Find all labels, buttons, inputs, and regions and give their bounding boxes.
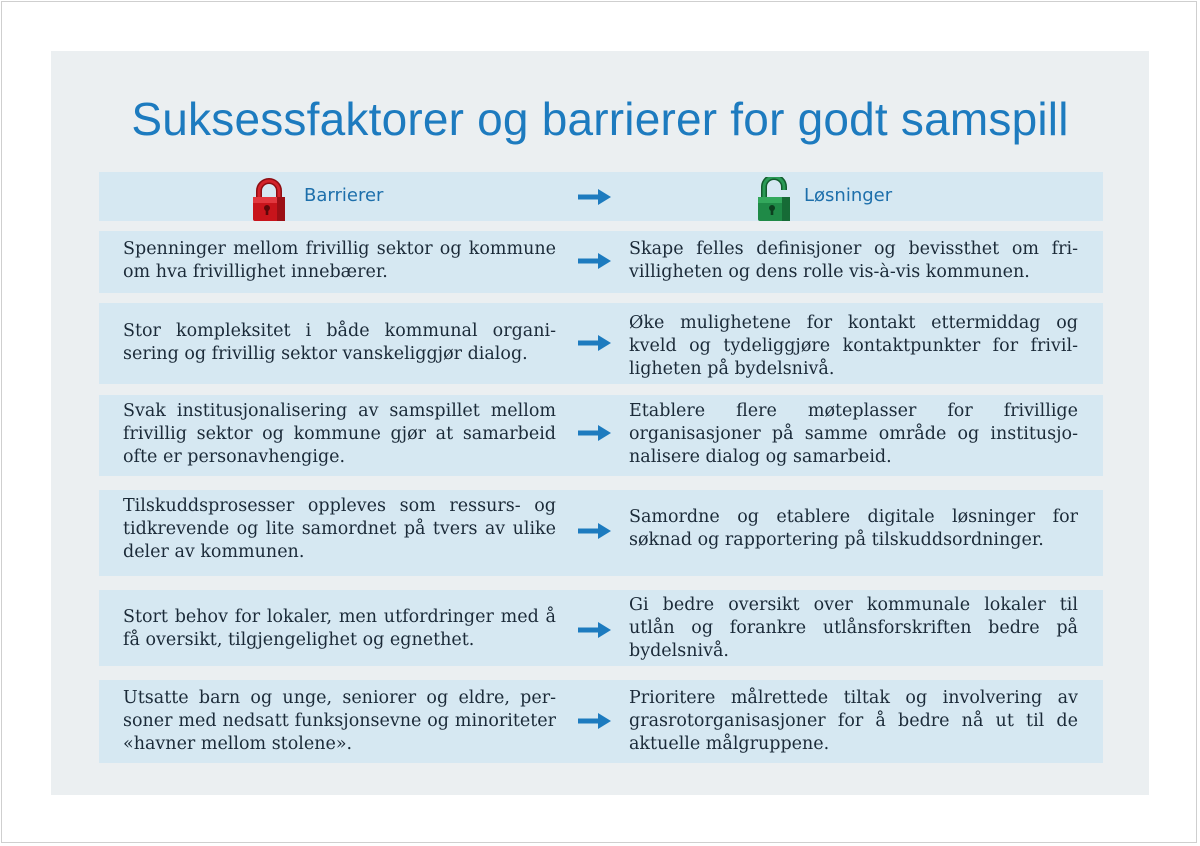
solution-text: Gi bedre oversikt over kommunale lokaler til utlån og forankre utlånsforskriften bedre på bydelsnivå. [629, 595, 1078, 661]
header-row [99, 172, 1103, 221]
solution-text: Prioritere målrettede tiltak og involvering av grasrotorganisasjoner for å bedre nå ut til de aktuelle målgruppene. [629, 688, 1078, 754]
barrier-column-label: Barrierer [304, 185, 384, 206]
unlocked-padlock-icon [755, 177, 793, 227]
arrow-right-icon [578, 252, 612, 270]
solution-column-label: Løsninger [804, 185, 893, 206]
barrier-text: Stort behov for lokaler, men utfordringer med å få oversikt, tilgjengelighet og egnethet. [123, 607, 556, 650]
arrow-right-icon [578, 334, 612, 352]
barrier-text: Utsatte barn og unge, seniorer og eldre, personer med nedsatt funksjonsevne og minoriteter «havner mellom stolene». [123, 688, 556, 754]
solution-text: Etablere flere møteplasser for frivillige organisasjoner på samme område og institusjonalisere dialog og samarbeid. [629, 401, 1078, 467]
arrow-right-icon [578, 712, 612, 730]
solution-text: Samordne og etablere digitale løsninger for søknad og rapportering på tilskuddsordninger. [629, 507, 1078, 550]
barrier-text: Spenninger mellom frivillig sektor og kommune om hva frivillighet innebærer. [123, 239, 556, 282]
barrier-text: Stor kompleksitet i både kommunal organisering og frivillig sektor vanskeliggjør dialog. [123, 321, 556, 364]
locked-padlock-icon [250, 177, 288, 227]
arrow-right-icon [578, 522, 612, 540]
barrier-text: Svak institusjonalisering av samspillet mellom frivillig sektor og kommune gjør at samarbeid ofte er personavhengige. [123, 401, 556, 467]
barrier-text: Tilskuddsprosesser oppleves som ressurs- og tidkrevende og lite samordnet på tvers av ulike deler av kommunen. [123, 496, 556, 562]
solution-text: Skape felles definisjoner og bevissthet om frivilligheten og dens rolle vis-à-vis kommunen. [629, 239, 1078, 282]
page-title: Suksessfaktorer og barrierer for godt samspill [131, 93, 1069, 145]
arrow-right-icon [578, 621, 612, 639]
arrow-right-icon [578, 424, 612, 442]
arrow-right-icon [578, 188, 612, 206]
solution-text: Øke mulighetene for kontakt ettermiddag og kveld og tydeliggjøre kontaktpunkter for frivilligheten på bydelsnivå. [629, 313, 1078, 379]
